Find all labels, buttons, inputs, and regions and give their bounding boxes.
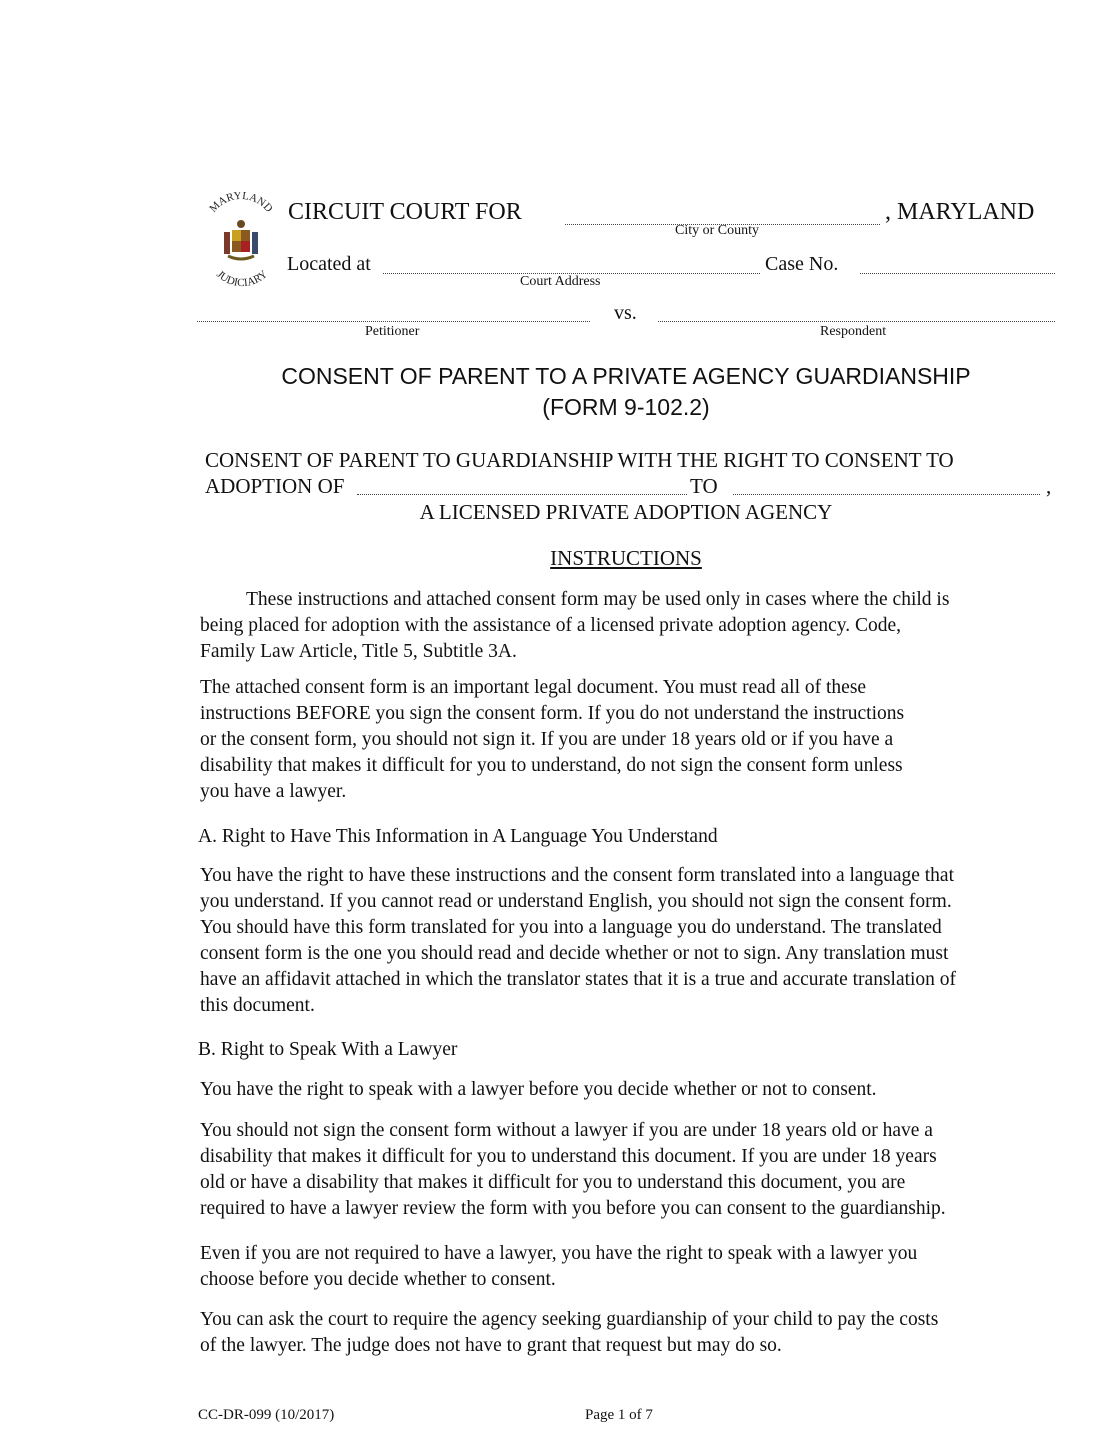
paragraph-line: this document. xyxy=(200,995,315,1016)
respondent-field[interactable] xyxy=(658,321,1055,322)
svg-text:JUDICIARY: JUDICIARY xyxy=(214,268,270,288)
paragraph-line: have an affidavit attached in which the translator states that it is a true and accurate translation of xyxy=(200,969,957,990)
paragraph-line: disability that makes it difficult for you to understand this document. If you are under 18 years xyxy=(200,1146,937,1167)
page-number: Page 1 of 7 xyxy=(585,1407,653,1423)
svg-text:MARYLAND: MARYLAND xyxy=(207,192,275,215)
city-county-label: City or County xyxy=(675,223,760,238)
paragraph-line: being placed for adoption with the assistance of a licensed private adoption agency. Code, xyxy=(200,615,902,636)
subtitle-line3: A LICENSED PRIVATE ADOPTION AGENCY xyxy=(419,500,833,524)
case-no-label: Case No. xyxy=(765,253,839,275)
adoption-of-label: ADOPTION OF xyxy=(205,474,345,498)
paragraph-line: or the consent form, you should not sign it. If you are under 18 years old or if you have a xyxy=(200,729,894,750)
paragraph-line: The attached consent form is an important legal document. You must read all of these xyxy=(200,677,867,698)
paragraph-line: These instructions and attached consent form may be used only in cases where the child is xyxy=(246,589,950,610)
section-b-heading: B. Right to Speak With a Lawyer xyxy=(198,1039,458,1060)
paragraph-line: old or have a disability that makes it difficult for you to understand this document, you are xyxy=(200,1172,906,1193)
located-at-label: Located at xyxy=(287,253,371,275)
paragraph-line: disability that makes it difficult for you to understand, do not sign the consent form unless xyxy=(200,755,903,776)
court-suffix: , MARYLAND xyxy=(885,199,1035,225)
to-label: TO xyxy=(690,474,718,498)
paragraph-line: Even if you are not required to have a lawyer, you have the right to speak with a lawyer you xyxy=(200,1243,918,1264)
child-name-field[interactable] xyxy=(357,494,687,495)
paragraph-line: consent form is the one you should read and decide whether or not to sign. Any translation must xyxy=(200,943,949,964)
petitioner-field[interactable] xyxy=(197,321,590,322)
form-title: CONSENT OF PARENT TO A PRIVATE AGENCY GUARDIANSHIP xyxy=(281,363,971,389)
form-number: (FORM 9-102.2) xyxy=(542,394,710,420)
comma: , xyxy=(1046,474,1052,498)
paragraph-line: Family Law Article, Title 5, Subtitle 3A. xyxy=(200,641,517,662)
paragraph-line: of the lawyer. The judge does not have to grant that request but may do so. xyxy=(200,1335,782,1356)
court-prefix: CIRCUIT COURT FOR xyxy=(288,199,522,225)
case-no-field[interactable] xyxy=(860,273,1055,274)
respondent-label: Respondent xyxy=(820,324,887,339)
maryland-judiciary-seal xyxy=(198,192,284,288)
paragraph-line: You have the right to speak with a lawyer before you decide whether or not to consent. xyxy=(200,1079,877,1100)
court-address-label: Court Address xyxy=(520,274,601,289)
paragraph-line: You should have this form translated for you into a language you do understand. The translated xyxy=(200,917,942,938)
paragraph-line: You have the right to have these instructions and the consent form translated into a language that xyxy=(200,865,954,886)
instructions-heading: INSTRUCTIONS xyxy=(550,546,702,570)
subtitle-line1: CONSENT OF PARENT TO GUARDIANSHIP WITH THE RIGHT TO CONSENT TO xyxy=(205,448,954,472)
petitioner-label: Petitioner xyxy=(365,324,420,339)
paragraph-line: you understand. If you cannot read or understand English, you should not sign the consent form. xyxy=(200,891,952,912)
paragraph-line: required to have a lawyer review the form with you before you can consent to the guardianship. xyxy=(200,1198,946,1219)
paragraph-line: You can ask the court to require the agency seeking guardianship of your child to pay the costs xyxy=(200,1309,939,1330)
paragraph-line: you have a lawyer. xyxy=(200,781,347,802)
section-a-heading: A. Right to Have This Information in A Language You Understand xyxy=(198,826,718,847)
form-id: CC-DR-099 (10/2017) xyxy=(198,1407,335,1423)
paragraph-line: instructions BEFORE you sign the consent form. If you do not understand the instructions xyxy=(200,703,905,724)
vs-label: vs. xyxy=(614,302,637,324)
paragraph-line: You should not sign the consent form without a lawyer if you are under 18 years old or have a xyxy=(200,1120,933,1141)
paragraph-line: choose before you decide whether to consent. xyxy=(200,1269,556,1290)
agency-name-field[interactable] xyxy=(733,494,1040,495)
